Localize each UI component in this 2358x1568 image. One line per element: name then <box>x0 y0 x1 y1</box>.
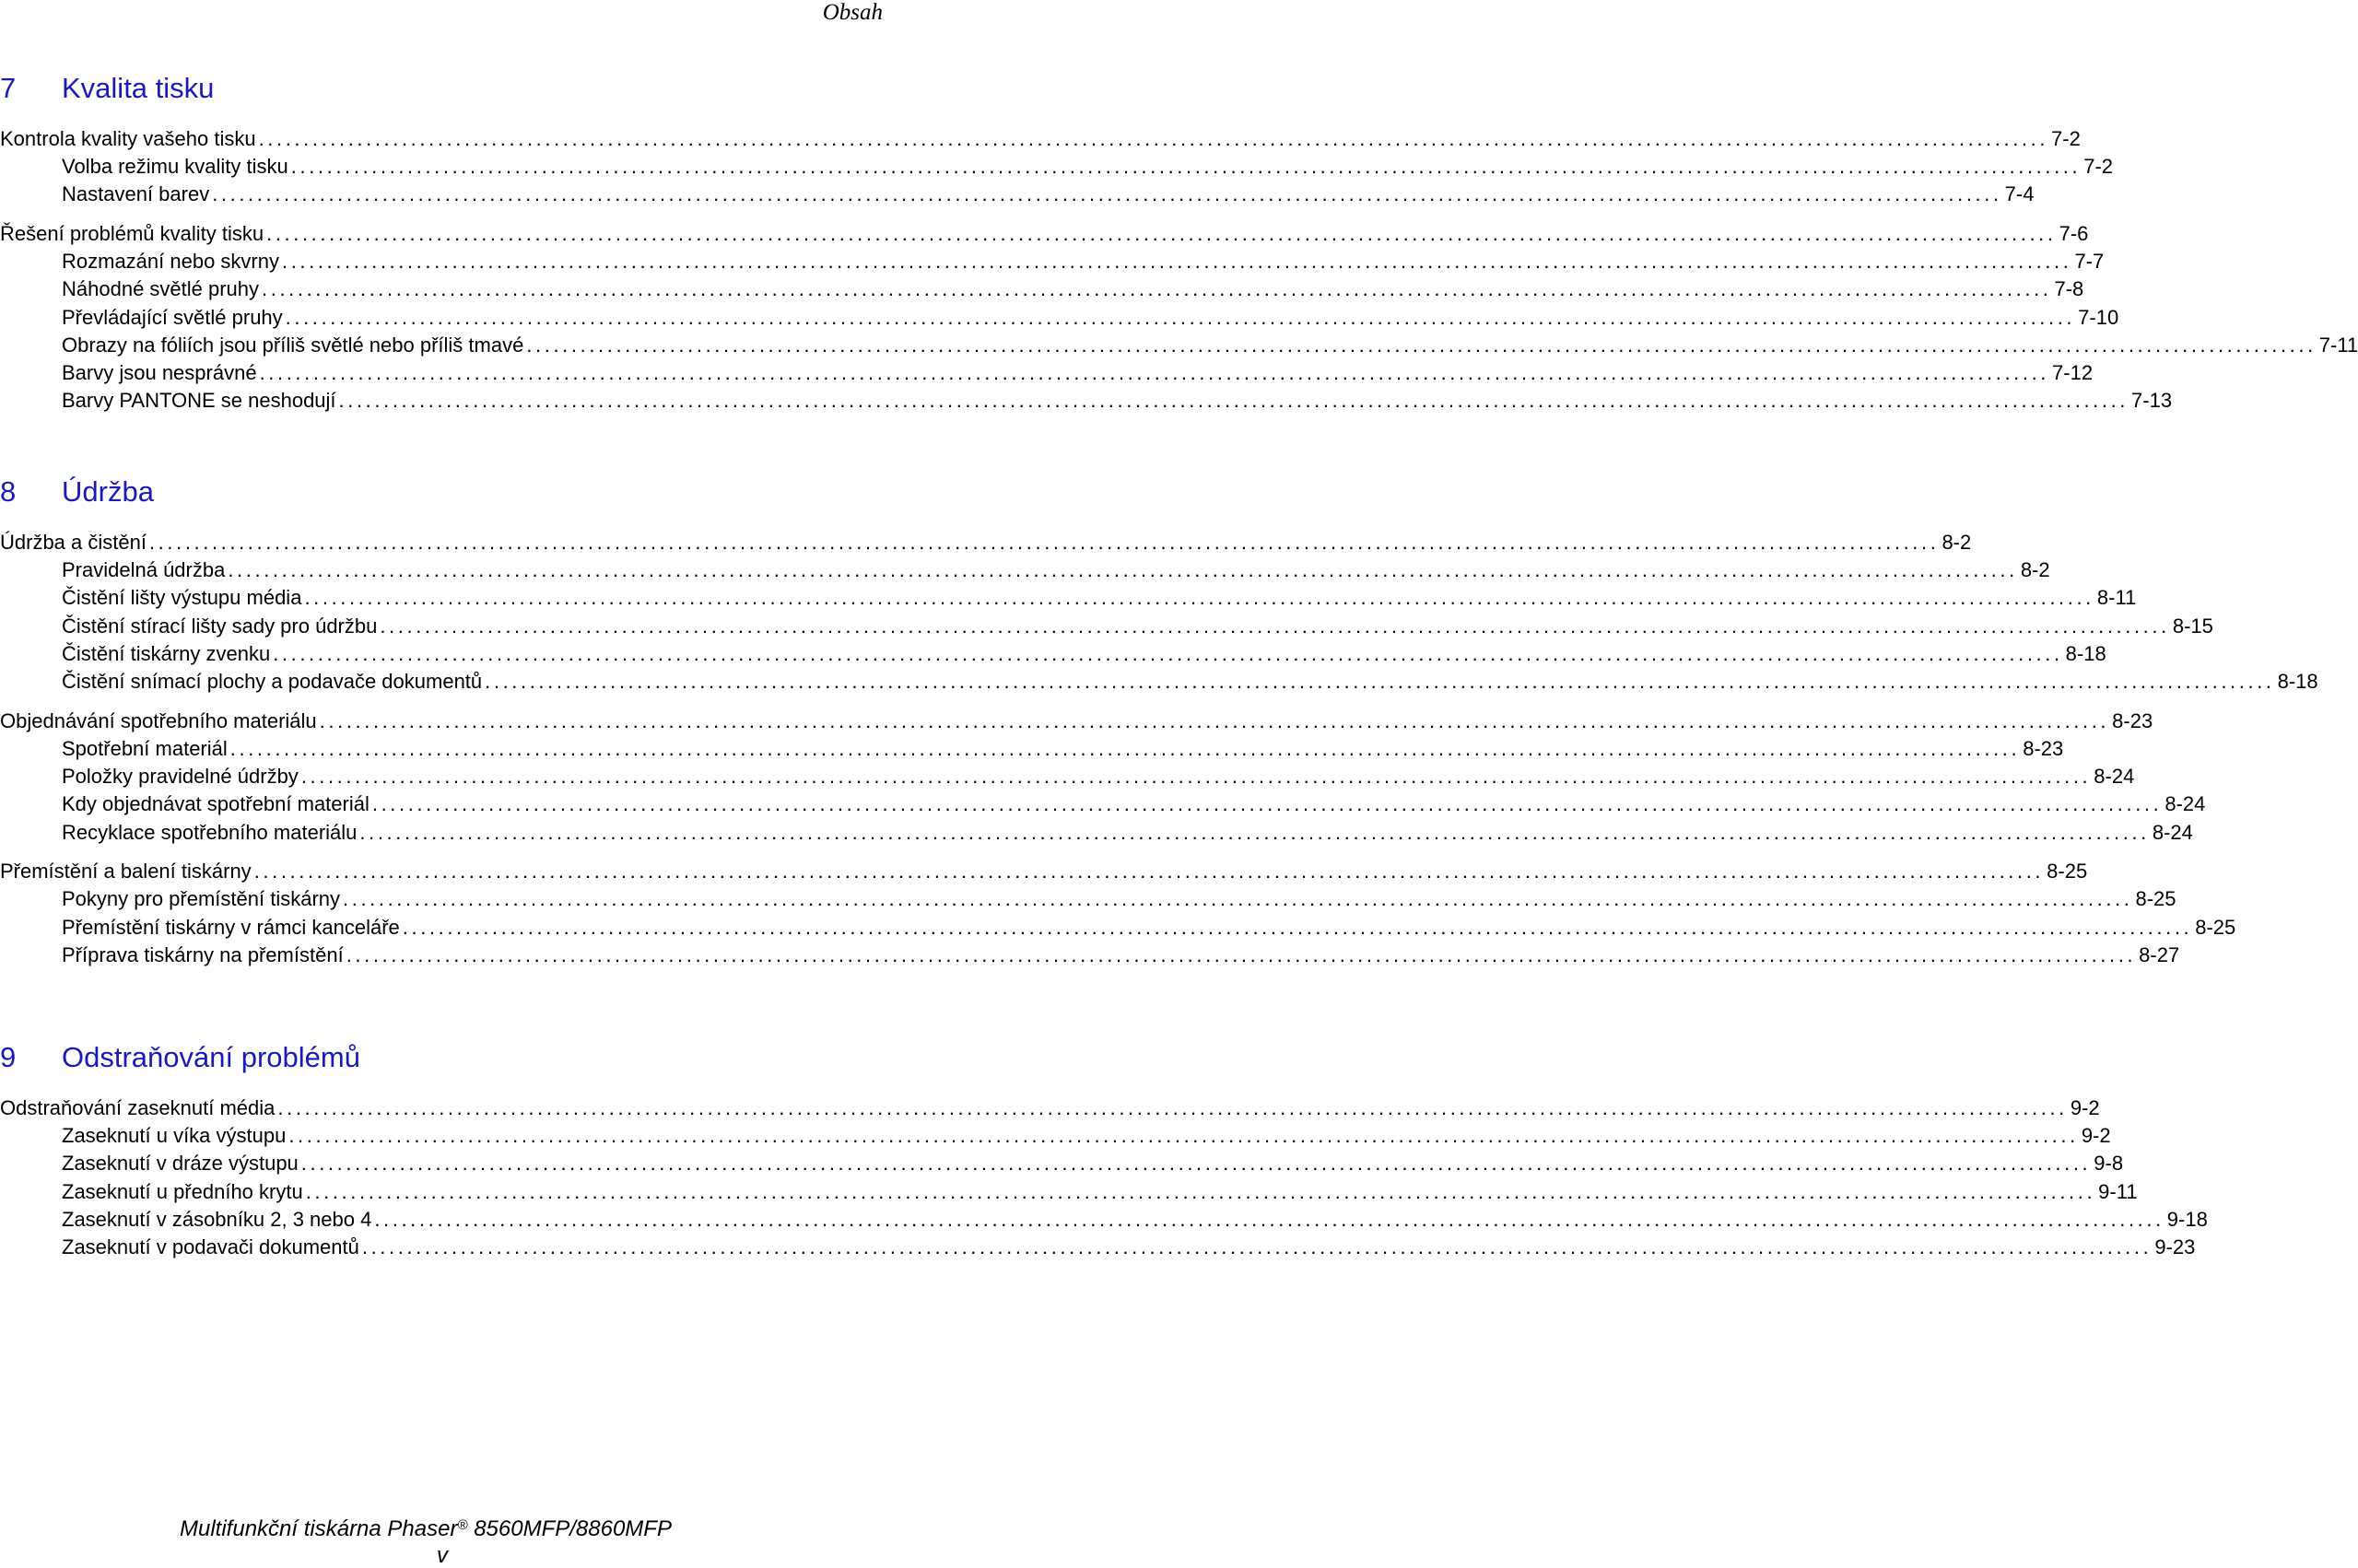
toc-entry-title: Zaseknutí u předního krytu <box>62 1180 303 1203</box>
toc-entry-title: Kontrola kvality vašeho tisku <box>0 127 256 150</box>
toc-page-number: 8-2 <box>1942 531 1972 554</box>
dot-leader: ........................................................................................................................................................................................................ <box>273 642 2063 665</box>
toc-subentry[interactable] <box>62 1208 2208 1232</box>
page-number: v <box>437 1543 448 1568</box>
chapter-title: Kvalita tisku <box>62 72 215 104</box>
toc-page-number: 9-2 <box>2081 1124 2111 1147</box>
toc-page-number: 9-23 <box>2154 1235 2196 1258</box>
toc-entry-title: Položky pravidelné údržby <box>62 765 299 788</box>
toc-subentry[interactable] <box>62 586 2137 610</box>
toc-entry-title: Čistění tiskárny zvenku <box>62 642 271 665</box>
dot-leader: ........................................................................................................................................................................................................ <box>485 670 2275 693</box>
toc-subentry[interactable] <box>62 1235 2196 1259</box>
toc-entry-title: Volba režimu kvality tisku <box>62 155 288 178</box>
toc-subentry[interactable] <box>62 916 2236 940</box>
dot-leader: ........................................................................................................................................................................................................ <box>380 614 2170 638</box>
toc-subentry[interactable] <box>62 614 2213 638</box>
toc-page-number: 8-25 <box>2195 916 2236 939</box>
toc-entry-title: Převládající světlé pruhy <box>62 306 283 329</box>
dot-leader: ........................................................................................................................................................................................................ <box>288 1124 2079 1147</box>
dot-leader: ........................................................................................................................................................................................................ <box>266 222 2057 245</box>
toc-subentry[interactable] <box>62 765 2135 789</box>
toc-entry-title: Pokyny pro přemístění tiskárny <box>62 887 341 910</box>
toc-subentry[interactable] <box>62 821 2193 845</box>
toc-entry-title: Odstraňování zaseknutí média <box>0 1096 276 1119</box>
chapter-number: 9 <box>0 1041 17 1073</box>
toc-entry-title: Zaseknutí v podavači dokumentů <box>62 1235 359 1258</box>
toc-entry-title: Zaseknutí v dráze výstupu <box>62 1152 299 1175</box>
toc-subentry[interactable] <box>62 1124 2111 1148</box>
toc-entry-title: Rozmazání nebo skvrny <box>62 250 279 273</box>
chapter-heading <box>0 1041 360 1074</box>
footer-product-prefix: Multifunkční tiskárna Phaser <box>180 1516 458 1541</box>
toc-page-number: 8-18 <box>2277 670 2318 693</box>
toc-entry-title: Pravidelná údržba <box>62 558 226 581</box>
toc-subentry[interactable] <box>62 792 2206 816</box>
toc-page-number: 8-24 <box>2094 765 2135 788</box>
toc-page-number: 7-4 <box>2004 182 2035 205</box>
toc-entry-title: Příprava tiskárny na přemístění <box>62 943 344 966</box>
dot-leader: ........................................................................................................................................................................................................ <box>300 1152 2092 1175</box>
toc-entry-title: Náhodné světlé pruhy <box>62 277 260 300</box>
dot-leader: ........................................................................................................................................................................................................ <box>346 943 2137 966</box>
toc-subentry[interactable] <box>62 642 2106 666</box>
dot-leader: ........................................................................................................................................................................................................ <box>148 531 1940 554</box>
registered-mark: ® <box>457 1517 468 1533</box>
toc-page-number: 8-25 <box>2135 887 2176 910</box>
toc-entry-title: Recyklace spotřebního materiálu <box>62 821 358 844</box>
toc-entry-title: Čistění snímací plochy a podavače dokumentů <box>62 670 483 693</box>
toc-page-number: 9-11 <box>2098 1180 2138 1203</box>
toc-entry-title: Čistění lišty výstupu média <box>62 586 302 609</box>
dot-leader: ........................................................................................................................................................................................................ <box>212 182 2002 205</box>
toc-entry-title: Barvy PANTONE se neshodují <box>62 389 336 412</box>
toc-entry-title: Spotřební materiál <box>62 737 228 760</box>
toc-page-number: 7-2 <box>2051 127 2081 150</box>
toc-page-number: 8-11 <box>2096 586 2137 609</box>
toc-page-number: 9-8 <box>2094 1152 2124 1175</box>
dot-leader: ........................................................................................................................................................................................................ <box>277 1096 2068 1119</box>
dot-leader: ........................................................................................................................................................................................................ <box>304 586 2094 609</box>
dot-leader: ........................................................................................................................................................................................................ <box>402 916 2193 939</box>
toc-entry-title: Zaseknutí u víka výstupu <box>62 1124 287 1147</box>
toc-subentry[interactable] <box>62 333 2358 357</box>
toc-entry[interactable] <box>0 531 1972 555</box>
dot-leader: ........................................................................................................................................................................................................ <box>338 389 2129 412</box>
toc-subentry[interactable] <box>62 1152 2124 1176</box>
footer-product-name <box>180 1516 672 1542</box>
dot-leader: ........................................................................................................................................................................................................ <box>319 709 2110 732</box>
toc-entry[interactable] <box>0 127 2081 151</box>
toc-subentry[interactable] <box>62 155 2114 179</box>
toc-entry-title: Přemístění tiskárny v rámci kanceláře <box>62 916 400 939</box>
dot-leader: ........................................................................................................................................................................................................ <box>229 737 2021 760</box>
toc-entry-title: Zaseknutí v zásobníku 2, 3 nebo 4 <box>62 1208 372 1231</box>
toc-page-number: 7-12 <box>2052 361 2094 384</box>
toc-entry-title: Čistění stírací lišty sady pro údržbu <box>62 614 378 638</box>
toc-subentry[interactable] <box>62 1180 2138 1204</box>
toc-page-number: 8-2 <box>2020 558 2050 581</box>
running-head: Obsah <box>822 0 883 25</box>
toc-page-number: 7-8 <box>2054 277 2084 300</box>
toc-subentry[interactable] <box>62 943 2180 967</box>
toc-entry-title: Obrazy na fóliích jsou příliš světlé nebo příliš tmavé <box>62 333 524 357</box>
dot-leader: ........................................................................................................................................................................................................ <box>374 1208 2164 1231</box>
toc-page-number: 7-10 <box>2078 306 2119 329</box>
toc-entry-title: Barvy jsou nesprávné <box>62 361 257 384</box>
toc-entry-title: Nastavení barev <box>62 182 210 205</box>
dot-leader: ........................................................................................................................................................................................................ <box>305 1180 2096 1203</box>
dot-leader: ........................................................................................................................................................................................................ <box>359 821 2150 844</box>
toc-subentry[interactable] <box>62 887 2176 911</box>
dot-leader: ........................................................................................................................................................................................................ <box>253 860 2045 883</box>
toc-entry-title: Objednávání spotřebního materiálu <box>0 709 317 732</box>
toc-subentry[interactable] <box>62 389 2173 413</box>
footer-product-models: 8560MFP/8860MFP <box>467 1516 672 1541</box>
toc-page-number: 9-18 <box>2166 1208 2208 1231</box>
chapter-heading <box>0 475 154 509</box>
toc-page-number: 7-2 <box>2083 155 2114 178</box>
toc-subentry[interactable] <box>62 250 2105 274</box>
dot-leader: ........................................................................................................................................................................................................ <box>282 250 2072 273</box>
toc-subentry[interactable] <box>62 182 2035 206</box>
dot-leader: ........................................................................................................................................................................................................ <box>300 765 2092 788</box>
toc-page-number: 8-23 <box>2023 737 2064 760</box>
toc-page-number: 7-13 <box>2131 389 2173 412</box>
toc-page-number: 7-7 <box>2074 250 2105 273</box>
toc-entry-title: Kdy objednávat spotřební materiál <box>62 792 370 815</box>
dot-leader: ........................................................................................................................................................................................................ <box>258 127 2049 150</box>
toc-subentry[interactable] <box>62 737 2064 761</box>
toc-entry-title: Údržba a čistění <box>0 531 147 554</box>
toc-subentry[interactable] <box>62 558 2050 582</box>
toc-entry[interactable] <box>0 860 2088 883</box>
toc-entry[interactable] <box>0 1096 2100 1120</box>
toc-page-number: 8-18 <box>2065 642 2106 665</box>
chapter-title: Údržba <box>62 475 154 508</box>
toc-page-number: 8-24 <box>2164 792 2206 815</box>
dot-leader: ........................................................................................................................................................................................................ <box>290 155 2082 178</box>
toc-page-number: 8-27 <box>2139 943 2180 966</box>
chapter-number: 7 <box>0 72 17 104</box>
toc-page-number: 7-6 <box>2059 222 2089 245</box>
dot-leader: ........................................................................................................................................................................................................ <box>228 558 2018 581</box>
toc-entry-title: Přemístění a balení tiskárny <box>0 860 252 883</box>
chapter-number: 8 <box>0 475 17 508</box>
dot-leader: ........................................................................................................................................................................................................ <box>361 1235 2153 1258</box>
toc-page-number: 8-23 <box>2112 709 2153 732</box>
dot-leader: ........................................................................................................................................................................................................ <box>259 361 2050 384</box>
toc-page-number: 9-2 <box>2070 1096 2100 1119</box>
toc-entry-title: Řešení problémů kvality tisku <box>0 222 264 245</box>
toc-subentry[interactable] <box>62 361 2094 385</box>
chapter-title: Odstraňování problémů <box>62 1041 360 1073</box>
toc-subentry[interactable] <box>62 277 2084 301</box>
dot-leader: ........................................................................................................................................................................................................ <box>262 277 2052 300</box>
dot-leader: ........................................................................................................................................................................................................ <box>371 792 2163 815</box>
toc-page-number: 8-24 <box>2152 821 2193 844</box>
toc-page-number: 8-15 <box>2172 614 2213 638</box>
toc-page-number: 7-11 <box>2318 333 2358 357</box>
toc-subentry[interactable] <box>62 306 2119 330</box>
dot-leader: ........................................................................................................................................................................................................ <box>526 333 2317 357</box>
toc-page-number: 8-25 <box>2047 860 2088 883</box>
toc-entry[interactable] <box>0 709 2153 733</box>
toc-subentry[interactable] <box>62 670 2318 694</box>
dot-leader: ........................................................................................................................................................................................................ <box>285 306 2076 329</box>
chapter-heading <box>0 72 214 105</box>
toc-entry[interactable] <box>0 222 2089 246</box>
dot-leader: ........................................................................................................................................................................................................ <box>343 887 2133 910</box>
